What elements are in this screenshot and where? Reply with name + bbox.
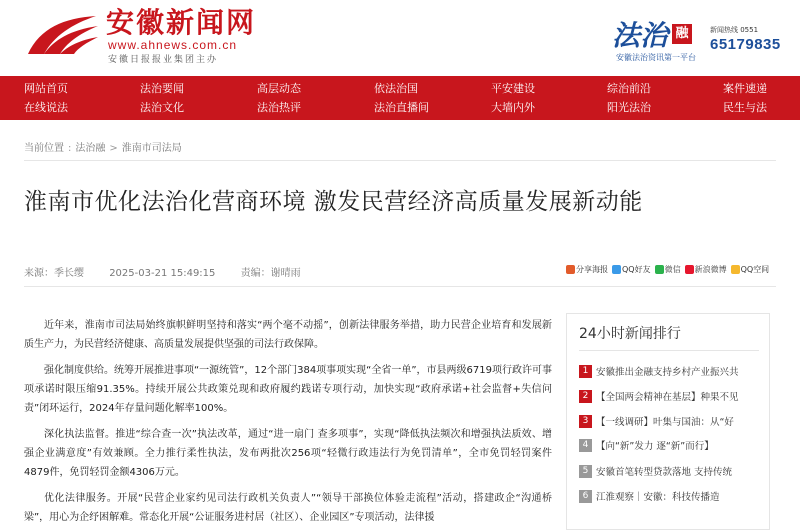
ranking-item-title: 【全国两会精神在基层】种果不见 [596, 392, 739, 403]
ranking-item[interactable] [579, 388, 765, 404]
share-qzone-button[interactable]: QQ空间 [731, 264, 770, 275]
share-bar [566, 264, 769, 275]
site-subtitle: 安徽日报报业集团主办 [108, 55, 219, 65]
ranking-item-title: 安徽首笔转型贷款落地 支持传统 [596, 467, 733, 478]
breadcrumb [24, 139, 182, 154]
ranking-item-title: 【一线调研】叶集与国油：从“好 [596, 417, 734, 428]
fazhi-logo-subtitle: 安徽法治资讯第一平台 [616, 53, 696, 62]
breadcrumb-separator: : [68, 143, 72, 154]
qq-icon [612, 265, 621, 274]
article-paragraph: 近年来，淮南市司法局始终旗帜鲜明坚持和落实“两个毫不动摇”，创新法律服务举措，助力民营企业培育和发展新质生产力，为民营经济健康、高质量发展提供坚强的司法行政保障。 [24, 320, 552, 350]
rank-number: 5 [579, 465, 592, 478]
nav-item-home[interactable]: 网站首页 [24, 82, 68, 95]
ranking-item[interactable] [579, 463, 765, 479]
nav-item-livelihood-law[interactable]: 民生与法 [723, 101, 767, 114]
wechat-icon [655, 265, 664, 274]
breadcrumb-label: 当前位置 [24, 143, 64, 154]
ranking-title: 24小时新闻排行 [579, 326, 681, 342]
breadcrumb-separator: > [109, 143, 118, 154]
share-weibo-button[interactable]: 新浪微博 [685, 264, 727, 275]
news-ranking-panel [566, 313, 770, 530]
nav-item-online-law[interactable]: 在线说法 [24, 101, 68, 114]
article-title: 淮南市优化法治化营商环境 激发民营经济高质量发展新动能 [24, 189, 643, 215]
rank-number: 6 [579, 490, 592, 503]
article-body [24, 316, 552, 530]
ranking-item[interactable] [579, 413, 765, 429]
share-wechat-button[interactable]: 微信 [655, 264, 681, 275]
site-name[interactable]: 安徽新闻网 [106, 6, 257, 39]
main-nav [0, 76, 800, 120]
nav-item-safe-construction[interactable]: 平安建设 [491, 82, 535, 95]
article-editor: 责编：谢晴雨 [240, 268, 301, 279]
fazhi-logo-title[interactable]: 法治 [612, 19, 669, 52]
ranking-item[interactable] [579, 437, 765, 453]
share-qq-button[interactable]: QQ好友 [612, 264, 651, 275]
article-paragraph: 强化制度供给。统筹开展推进事项“一源统管”，12个部门384项事项实现“全省一单”，市县两级6719项行政许可事项承诺时限压缩91.35%。持续开展公共政策兑现和政府履约践诺专项行动，加快实现“政府承诺+社会监督+失信问责”闭环运行，2024年存量问题化解率100%。 [24, 365, 552, 414]
fazhi-logo-badge: 融 [672, 24, 692, 44]
rank-number: 2 [579, 390, 592, 403]
rank-number: 1 [579, 365, 592, 378]
divider [24, 160, 776, 161]
article-date: 2025-03-21 15:49:15 [109, 268, 216, 279]
qzone-icon [731, 265, 740, 274]
rank-number: 4 [579, 439, 592, 452]
nav-item-rule-of-law[interactable]: 依法治国 [374, 82, 418, 95]
article-paragraph: 优化法律服务。开展“民营企业家约见司法行政机关负责人”“领导干部换位体验走流程”活动，搭建政企“沟通桥梁”，用心为企纾困解难。常态化开展“公证服务进村居（社区）、企业园区”专项活动，法律援 [24, 493, 552, 523]
nav-item-governance[interactable]: 综治前沿 [607, 82, 651, 95]
article-meta [24, 264, 323, 279]
rank-number: 3 [579, 415, 592, 428]
nav-item-top-updates[interactable]: 高层动态 [257, 82, 301, 95]
ranking-item-title: 【向“新”发力 逐“新”而行】 [596, 441, 714, 452]
nav-item-law-news[interactable]: 法治要闻 [140, 82, 184, 95]
nav-item-case-express[interactable]: 案件速递 [723, 82, 767, 95]
divider [24, 286, 776, 287]
ahnews-logo-icon[interactable] [22, 10, 102, 60]
nav-item-law-live[interactable]: 法治直播间 [374, 101, 429, 114]
ranking-item-title: 江淮观察｜安徽：科技传播造 [596, 492, 720, 503]
weibo-icon [685, 265, 694, 274]
breadcrumb-link-fazhirong[interactable]: 法治融 [75, 143, 106, 154]
article-paragraph: 深化执法监督。推进“综合查一次”执法改革，通过“进一扇门 查多项事”，实现“降低执法频次和增强执法质效、增强企业满意度”有效兼顾。全力推行柔性执法，发布两批次256项“轻微行政违法行为免罚清单”，全市免罚轻罚案件4879件，免罚轻罚金额4306万元。 [24, 429, 552, 478]
article-source: 来源：季长缨 [24, 268, 84, 279]
hotline-label: 新闻热线 0551 [710, 26, 759, 34]
site-url: www.ahnews.com.cn [108, 38, 238, 52]
nav-item-law-commentary[interactable]: 法治热评 [257, 101, 301, 114]
poster-icon [566, 265, 575, 274]
ranking-item[interactable] [579, 488, 765, 504]
nav-item-sunshine-law[interactable]: 阳光法治 [607, 101, 651, 114]
site-header [0, 0, 800, 76]
ranking-item[interactable] [579, 363, 765, 379]
ranking-item-title: 安徽推出金融支持乡村产业振兴共 [596, 367, 739, 378]
nav-item-law-culture[interactable]: 法治文化 [140, 101, 184, 114]
nav-item-prison[interactable]: 大墙内外 [491, 101, 535, 114]
divider [579, 350, 759, 351]
breadcrumb-link-source[interactable]: 淮南市司法局 [121, 143, 182, 154]
hotline-number: 65179835 [710, 36, 781, 53]
share-poster-button[interactable]: 分享海报 [566, 264, 608, 275]
